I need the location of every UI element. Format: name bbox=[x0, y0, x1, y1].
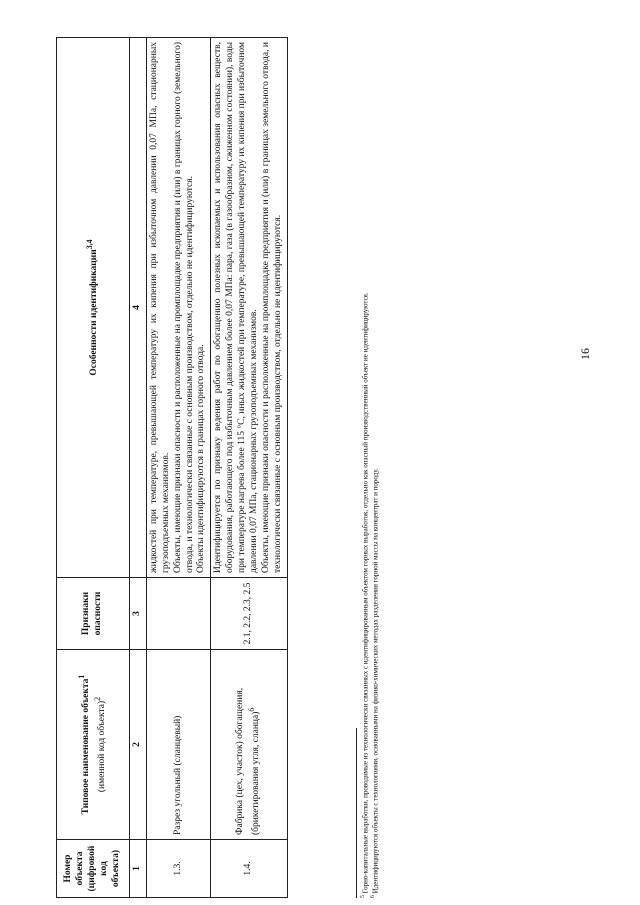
column-number: 3 bbox=[130, 578, 147, 650]
column-number: 2 bbox=[130, 650, 147, 840]
footnotes bbox=[356, 78, 381, 898]
header-hazard-signs: Признаки опасности bbox=[57, 578, 130, 650]
column-number-row bbox=[130, 38, 147, 898]
table-header-row bbox=[57, 38, 130, 898]
feature-paragraph: Объекты, имеющие признаки опасности и расположенные на промплощадке предприятия и (или) в границах земельного отвода, и технологически связанные с основным производством, отдельно не идентифицируются. bbox=[260, 42, 283, 573]
hazard-signs bbox=[146, 578, 210, 650]
table-row bbox=[211, 38, 287, 898]
identification-features bbox=[211, 38, 287, 578]
object-name: Фабрика (цех, участок) обогащения, (брикетирования угля, сланца)$^6$ bbox=[211, 650, 287, 840]
feature-paragraph: Идентифицируется по признаку ведения работ по обогащению полезных ископаемых и использования опасных веществ, оборудования, работающего под избыточным давлением более 0,07 МПа: пара, газа (в газообразном, сжиженном состоянии), воды при температуре нагрева более 115 °С, иных жидкостей при температуре, превышающей температуру их кипения при избыточном давлении 0,07 МПа, стационарных грузоподъемных механизмов. bbox=[213, 42, 259, 573]
feature-paragraph: жидкостей при температуре, превышающей температуру их кипения при избыточном давлении 0,07 МПа, стационарных грузоподъемных механизмов. bbox=[148, 42, 171, 573]
identification-table bbox=[56, 37, 288, 898]
feature-paragraph: Объекты идентифицируются в границах горного отвода. bbox=[196, 344, 207, 573]
column-number: 4 bbox=[130, 38, 147, 578]
identification-features bbox=[146, 38, 210, 578]
column-number: 1 bbox=[130, 840, 147, 898]
object-code: 1.3. bbox=[146, 840, 210, 898]
footnote-divider bbox=[356, 728, 357, 898]
feature-paragraph: Объекты, имеющие признаки опасности и расположенные на промплощадке предприятия и (или) в границах горного (земельного) отвода, и технологически связанные с основным производством, отдельно не идентифицируются. bbox=[172, 42, 195, 573]
page-number: 16 bbox=[578, 348, 592, 360]
rotated-page-content bbox=[56, 38, 420, 898]
footnote: $^6$ Идентифицируются объекты с технологиями, основанными на физико-химических методах разделения горной массы на концентрат и породу. bbox=[370, 468, 380, 898]
header-identification-features: Особенности идентификации$^{3,4}$ bbox=[57, 38, 130, 578]
footnote: $^5$ Горно-капитальные выработки, проводимые из технологически связанных с идентифицированным объектом горных выработок, отдельно как опасный производственный объект не идентифицируются. bbox=[360, 292, 370, 898]
hazard-signs: 2.1, 2.2, 2.3, 2.5 bbox=[211, 578, 287, 650]
object-code: 1.4. bbox=[211, 840, 287, 898]
object-name: Разрез угольный (сланцевый) bbox=[146, 650, 210, 840]
table-row bbox=[146, 38, 210, 898]
header-object-name: Типовое наименование объекта$^1$ (именной код объекта)$^2$ bbox=[57, 650, 130, 840]
header-object-number: Номер объекта (цифровой код объекта) bbox=[57, 840, 130, 898]
